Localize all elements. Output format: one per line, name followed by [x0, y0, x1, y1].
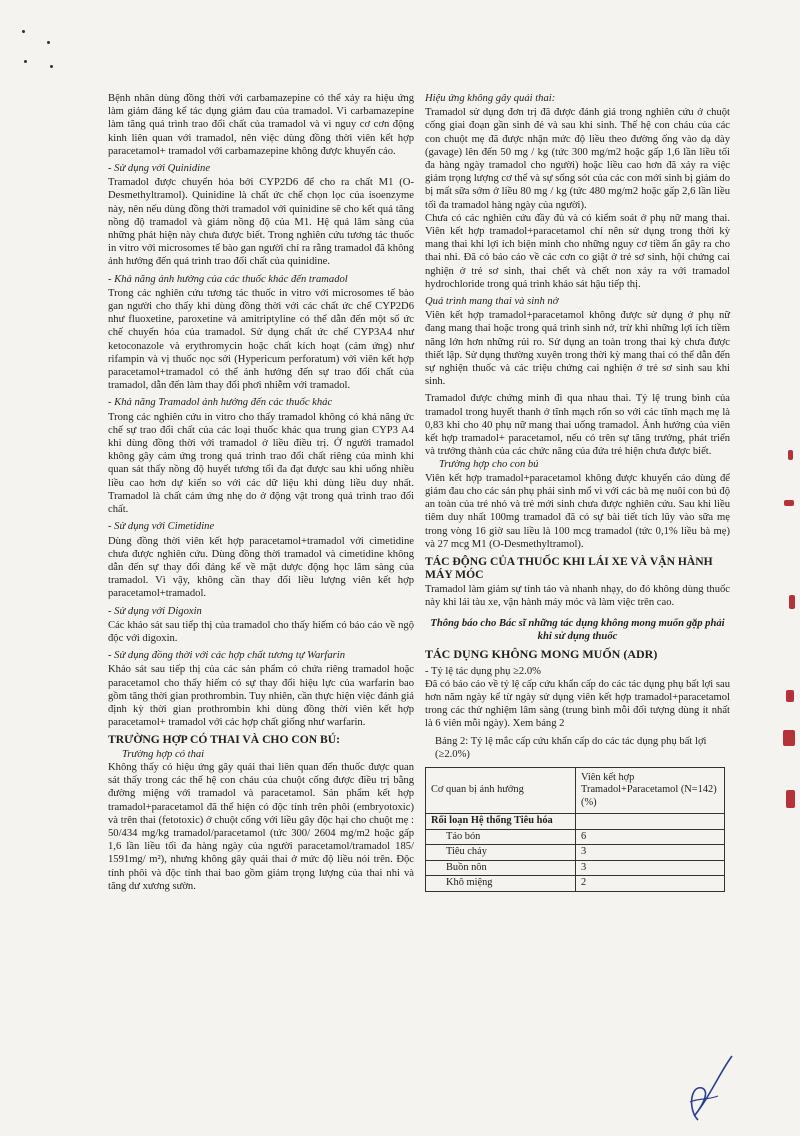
table-group-label: Rối loạn Hệ thống Tiêu hóa: [426, 814, 576, 830]
table-cell-name: Táo bón: [426, 829, 576, 845]
scan-speck: [24, 60, 27, 63]
table-header-organ: Cơ quan bị ảnh hưởng: [426, 767, 576, 814]
table-group-empty: [576, 814, 725, 830]
quinidine-title: - Sử dụng với Quinidine: [108, 163, 211, 175]
quinidine-paragraph: Tramadol được chuyển hóa bởi CYP2D6 để cho ra chất M1 (O-Desmethyltramol). Quinidine là chất ức chế chọn lọc của isoenzyme này, nên nếu dùng đồng thời tramadol với quinidine sẽ cho kết quả tăng nồng độ tramadol và giảm nồng độ của M1. Hệ quả lâm sàng của những phát hiện này chưa được biết. Trong nghiên cứu tương tác thuốc in vitro với microsomes tế bào gan người chỉ ra rằng tramadol đã không ảnh hưởng đến quá trình trao đổi chất của quinidine.: [108, 177, 414, 268]
table-row: [426, 876, 725, 892]
left-column: [108, 92, 414, 897]
breastfeeding-title: Trường hợp cho con bú: [439, 459, 539, 471]
table-row: [426, 845, 725, 861]
stamp-mark: [789, 595, 795, 609]
signature-icon: [668, 1050, 738, 1130]
tramadol-effect-title: - Khả năng Tramadol ảnh hưởng đến các thuốc khác: [108, 397, 333, 409]
pregnancy-heading: TRƯỜNG HỢP CÓ THAI VÀ CHO CON BÚ:: [108, 733, 340, 747]
labor-paragraph-2: Tramadol được chứng minh đi qua nhau thai. Tỷ lệ trung bình của tramadol trong huyết thanh ở tĩnh mạch rốn so với các tĩnh mạch mẹ là 0,83 khi cho 40 phụ nữ mang thai uống tramadol. Ảnh hưởng của viên kết hợp tramadol+ paracetamol, nếu có trên sự tăng trưởng, phát triển và trưởng thành của các chức năng của đứa trẻ hiện chưa được biết.: [425, 393, 730, 458]
table-cell-name: Khô miệng: [426, 876, 576, 892]
labor-title: Quá trình mang thai và sinh nở: [425, 296, 559, 308]
warfarin-title: - Sử dụng đồng thời với các hợp chất tương tự Warfarin: [108, 650, 345, 662]
digoxin-paragraph: Các khảo sát sau tiếp thị của tramadol cho thấy hiếm có báo cáo về ngộ độc với digoxin.: [108, 619, 414, 644]
other-drugs-title: - Khả năng ảnh hưởng của các thuốc khác đến tramadol: [108, 273, 348, 285]
nonteratogenic-paragraph: Tramadol sử dụng đơn trị đã được đánh giá trong nghiên cứu ở chuột cống giai đoạn gần sinh đẻ và sau khi sinh. Thế hệ con cháu của các con chuột mẹ đã được nhận mức độ liều theo đường ống vào dạ dày (gavage) lên đến 50 mg / kg (tức 300 mg/m2 hoặc gấp 1,6 lần liều tối đa hàng ngày tramadol cho người) hoặc liều cao hơn đã xảy ra việc giảm trọng lượng cơ thể và sự sống sót của các con mới sinh bị giảm do bị mất sữa sớm ở liều 80 mg / kg (tức 480 mg/m2 hoặc gấp 2,6 lần liều tối đa tramadol hàng ngày của người).: [425, 107, 730, 211]
driving-heading: TÁC ĐỘNG CỦA THUỐC KHI LÁI XE VÀ VẬN HÀNH MÁY MÓC: [425, 554, 713, 582]
table-cell-name: Tiêu chảy: [426, 845, 576, 861]
cimetidine-title: - Sử dụng với Cimetidine: [108, 521, 215, 533]
driving-paragraph: Tramadol làm giảm sự tỉnh táo và nhanh nhạy, do đó không dùng thuốc này khi lái tàu xe, vận hành máy móc và làm việc trên cao.: [425, 583, 730, 609]
adr-paragraph: Đã có báo cáo về tỷ lệ cấp cứu khẩn cấp do các tác dụng phụ bất lợi sau hơn năm ngày kể từ ngày sử dụng viên kết hợp tramadol+paracetamol trong các thử nghiệm lâm sàng (trung bình mỗi đối tượng dùng ít nhất là 6 viên mỗi ngày). Xem bảng 2: [425, 678, 730, 730]
adr-rate: - Tỷ lệ tác dụng phụ ≥2.0%: [425, 665, 541, 677]
nonteratogenic-title: Hiệu ứng không gây quái thai:: [425, 93, 556, 104]
table-cell-value: 2: [576, 876, 725, 892]
table-group-row: [426, 814, 725, 830]
table-row: [426, 860, 725, 876]
table-row: [426, 829, 725, 845]
warfarin-paragraph: Khảo sát sau tiếp thị của các sản phẩm có chứa riêng tramadol hoặc paracetamol cho thấy hiếm có sự thay đổi hiệu lực của warfarin bao gồm tăng thời gian prothrombin. Tuy nhiên, cần thực hiện việc đánh giá định kỳ thời gian prothrombin khi dùng đồng thời viên kết hợp paracetamol+ tramadol với các hợp chất giống như warfarin.: [108, 664, 414, 729]
adr-notice: Thông báo cho Bác sĩ những tác dụng không mong muốn gặp phải khi sử dụng thuốc: [430, 618, 725, 643]
scan-speck: [22, 30, 25, 33]
adr-heading: TÁC DỤNG KHÔNG MONG MUỐN (ADR): [425, 647, 658, 662]
table-caption: Bảng 2: Tỷ lệ mắc cấp cứu khẩn cấp do các tác dụng phụ bất lợi (≥2.0%): [435, 735, 707, 760]
stamp-edge-marks: [780, 430, 800, 850]
breastfeeding-paragraph: Viên kết hợp tramadol+paracetamol không được khuyến cáo dùng để giảm đau cho các sản phụ phải sinh mổ vì với các bà mẹ nuôi con bú độ an toàn của trẻ nhỏ và trẻ mới sinh chưa được nghiên cứu. Sau khi liều tiêm duy nhất 100mg tramadol đã có sự bài tiết tích lũy vào sữa mẹ trong vòng 16 giờ sau liều là 100 mcg tramadol (tức 0,1% liều bà mẹ) và 27 mcg M1 (O-Desmethyltramol).: [425, 472, 730, 550]
labor-paragraph: Viên kết hợp tramadol+paracetamol không được sử dụng ở phụ nữ đang mang thai hoặc trong quá trình sinh nở, trừ khi những lợi ích tiềm năng lớn hơn những rủi ro. Sử dụng an toàn trong thai kỳ chưa được thiết lập. Sử dụng thường xuyên trong thời kỳ mang thai có thể dẫn đến sự nghiện thuốc và các triệu chứng cai nghiện ở trẻ sơ sinh sau khi sinh.: [425, 310, 730, 388]
stamp-mark: [783, 730, 795, 746]
tramadol-effect-paragraph: Trong các nghiên cứu in vitro cho thấy tramadol không có khả năng ức chế sự trao đổi chất của các loại thuốc khác qua trung gian CYP3 A4 khi dùng đồng thời với tramadol ở liều điều trị. Ở người tramadol không gây cảm ứng trong quá trình trao đổi chất riêng của mình khi quan sát thấy nồng độ huyết tương tối đa đạt được sau khi uống nhiều liều cao hơn dự kiến so với các dữ liệu khi dùng liều duy nhất. Tramadol là chất cảm ứng nhẹ do ở động vật trong quá trình trao đổi chất.: [108, 411, 414, 516]
carbamazepine-paragraph: Bệnh nhân dùng đồng thời với carbamazepine có thể xảy ra hiệu ứng làm giảm đáng kể tác dụng giảm đau của tramadol. Vì carbamazepine làm tăng quá trình trao đổi chất của tramadol và vì nguy cơ cơn động kinh liên quan với tramadol, nên việc dùng đồng thời viên kết hợp paracetamol+ tramadol với carbamazepine không được khuyến cáo.: [108, 93, 414, 157]
pregnancy-paragraph: Không thấy có hiệu ứng gây quái thai liên quan đến thuốc được quan sát thấy trong các thế hệ con cháu của chuột cống được điều trị bằng đường miệng với tramadol và paracetamol. Sản phẩm kết hợp tramadol+paracetamol đã thể hiện có độc tính trên phôi (embryotoxic) và trên thai (fetotoxic) ở chuột cống với liều gây độc hại cho chuột mẹ : 50/434 mg/kg tramadol/paracetamol (tức 300/ 2604 mg/m2 hoặc gấp 1,6 lần liều tối đa hàng ngày của người paracetamol/tramadol 185/ 1591mg/ m²), nhưng không gây quái thai ở mức độ liều nói trên. Độc tính phôi và độc tính thai bao gồm giảm trọng lượng của thai nhi và tăng dư xương sườn.: [108, 762, 414, 892]
stamp-mark: [786, 690, 794, 702]
table-cell-value: 3: [576, 860, 725, 876]
nonteratogenic-paragraph-2: Chưa có các nghiên cứu đầy đủ và có kiểm soát ở phụ nữ mang thai. Viên kết hợp tramadol+paracetamol chỉ nên sử dụng trong thời kỳ mang thai khi lợi ích biện minh cho những nguy cơ tiềm ẩn gây ra cho thai nhi. Đã có báo cáo về các cơn co giật ở trẻ sơ sinh, hội chứng cai nghiện ở trẻ sơ sinh, thai chết và chết non xảy ra với tramadol hydrochloride trong quá trình khảo sát hậu tiếp thị.: [425, 212, 730, 290]
table-cell-value: 3: [576, 845, 725, 861]
table-header-value: Viên kết hợp Tramadol+Paracetamol (N=142) (%): [576, 767, 725, 814]
stamp-mark: [784, 500, 794, 506]
cimetidine-paragraph: Dùng đồng thời viên kết hợp paracetamol+tramadol với cimetidine chưa được nghiên cứu. Dùng đồng thời tramadol và cimetidine không dẫn đến sự thay đổi đáng kể về mặt dược động học lâm sàng của tramadol. Vì vậy, không cần thay đổi liều lượng viên kết hợp paracetamol+tramadol.: [108, 535, 414, 600]
stamp-mark: [788, 450, 793, 460]
right-column: [425, 92, 730, 892]
adr-table: [425, 767, 725, 892]
table-cell-name: Buồn nôn: [426, 860, 576, 876]
pregnancy-subheading: Trường hợp có thai: [122, 748, 205, 760]
scan-speck: [47, 41, 50, 44]
stamp-mark: [786, 790, 795, 808]
table-header-row: [426, 767, 725, 814]
other-drugs-paragraph: Trong các nghiên cứu tương tác thuốc in vitro với microsomes tế bào gan người cho thấy khi dùng đồng thời với các chất ức chế CYP2D6 như fluoxetine, paroxetine và amitriptyline có thể dẫn đến một số ức chế chuyển hóa của tramadol. Sử dụng chất ức chế CYP3A4 như ketoconazole và erythromycin hoặc chất kích hoạt (cảm ứng) như rifampin và vị thuốc nọc sởi (Hypericum perforatum) với viên kết hợp paracetamol+tramadol có thể ảnh hưởng đến sự trao đổi chất của tramadol, dẫn đến làm thay đổi phơi nhiễm với tramadol.: [108, 287, 414, 392]
scan-speck: [50, 65, 53, 68]
digoxin-title: - Sử dụng với Digoxin: [108, 605, 202, 617]
table-cell-value: 6: [576, 829, 725, 845]
